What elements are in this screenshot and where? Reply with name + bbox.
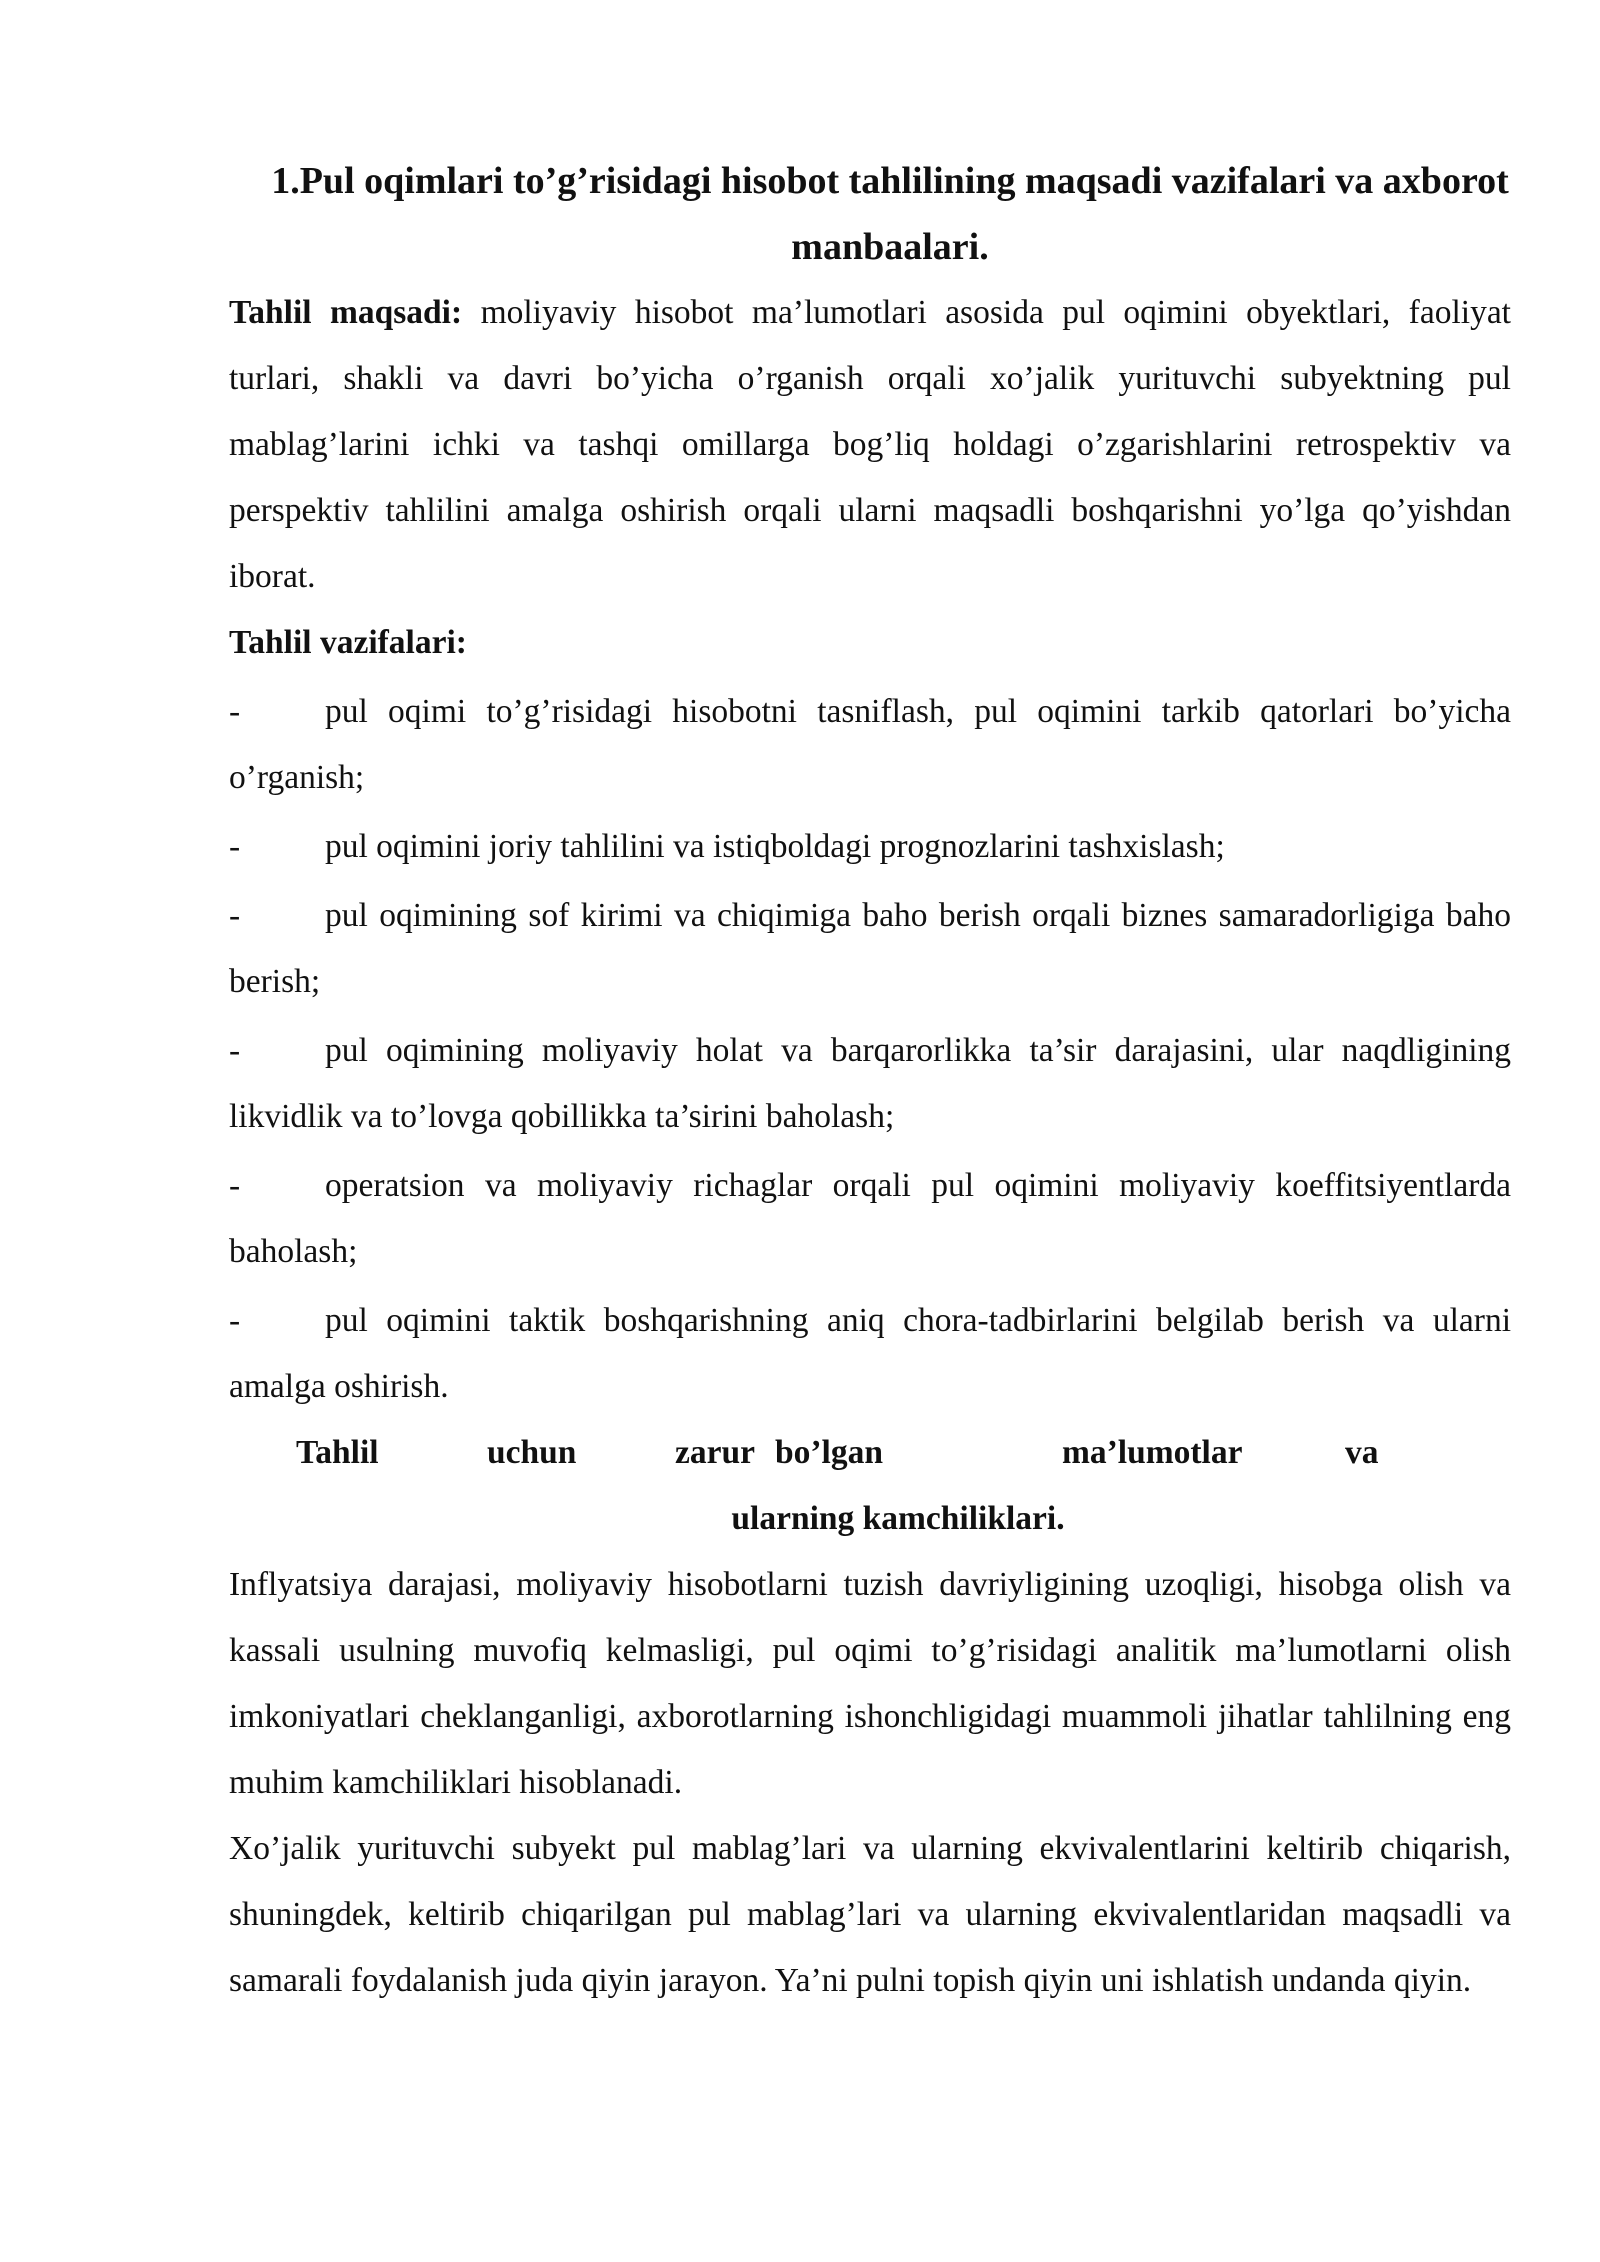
task-item [229,1015,1511,1150]
document-page [229,148,1511,2014]
section-heading-word: uchun [487,1434,577,1471]
bullet-dash: - [229,897,241,934]
bullet-dash: - [229,828,241,865]
task-item [229,1150,1511,1285]
document-title: 1.Pul oqimlari to’g’risidagi hisobot tahlilining maqsadi vazifalari va axborot manbaalari. [271,160,1509,268]
task-item [229,811,1511,880]
goal-label: Tahlil maqsadi: [229,294,463,331]
tasks-heading: Tahlil vazifalari: [229,624,467,661]
task-item [229,1285,1511,1420]
section-heading [229,1420,1511,1552]
task-text: operatsion va moliyaviy richaglar orqali pul oqimini moliyaviy koeffitsiyentlarda baholash; [229,1167,1511,1270]
goal-paragraph [229,280,1511,610]
task-text: pul oqimining moliyaviy holat va barqarorlikka ta’sir darajasini, ular naqdligining likvidlik va to’lovga qobillikka ta’sirini baholash; [229,1032,1511,1135]
bullet-dash: - [229,1032,241,1069]
body-paragraph: Inflyatsiya darajasi, moliyaviy hisobotlarni tuzish davriyligining uzoqligi, hisobga olish va kassali usulning muvofiq kelmasligi, pul oqimi to’g’risidagi analitik ma’lumotlarni olish imkoniyatlari cheklanganligi, axborotlarning ishonchligidagi muammoli jihatlar tahlilning eng muhim kamchiliklari hisoblanadi. [229,1566,1511,1801]
bullet-dash: - [229,1302,241,1339]
tasks-list [229,676,1511,1420]
section-heading-word: bo’lgan [775,1434,883,1471]
section-heading-word: zarur [675,1434,755,1471]
section-heading-word: Tahlil [296,1434,379,1471]
task-text: pul oqimini joriy tahlilini va istiqboldagi prognozlarini tashxislash; [325,828,1225,865]
section-heading-word: ma’lumotlar [1062,1434,1243,1471]
goal-text: moliyaviy hisobot ma’lumotlari asosida pul oqimini obyektlari, faoliyat turlari, shakli va davri bo’yicha o’rganish orqali xo’jalik yurituvchi subyektning pul mablag’larini ichki va tashqi omillarga bog’liq holdagi o’zgarishlarini retrospektiv va perspektiv tahlilini amalga oshirish orqali ularni maqsadli boshqarishni yo’lga qo’yishdan iborat. [229,294,1511,595]
body-paragraph: Xo’jalik yurituvchi subyekt pul mablag’lari va ularning ekvivalentlarini keltirib chiqarish, shuningdek, keltirib chiqarilgan pul mablag’lari va ularning ekvivalentlaridan maqsadli va samarali foydalanish juda qiyin jarayon. Ya’ni pulni topish qiyin uni ishlatish undanda qiyin. [229,1830,1511,1999]
section-heading-word: va [1345,1434,1379,1471]
bullet-dash: - [229,1167,241,1204]
task-text: pul oqimini taktik boshqarishning aniq chora-tadbirlarini belgilab berish va ularni amalga oshirish. [229,1302,1511,1405]
task-item [229,676,1511,811]
task-item [229,880,1511,1015]
section-heading-line2: ularning kamchiliklari. [731,1500,1065,1537]
task-text: pul oqimi to’g’risidagi hisobotni tasniflash, pul oqimini tarkib qatorlari bo’yicha o’rganish; [229,693,1511,796]
bullet-dash: - [229,693,241,730]
task-text: pul oqimining sof kirimi va chiqimiga baho berish orqali biznes samaradorligiga baho berish; [229,897,1511,1000]
